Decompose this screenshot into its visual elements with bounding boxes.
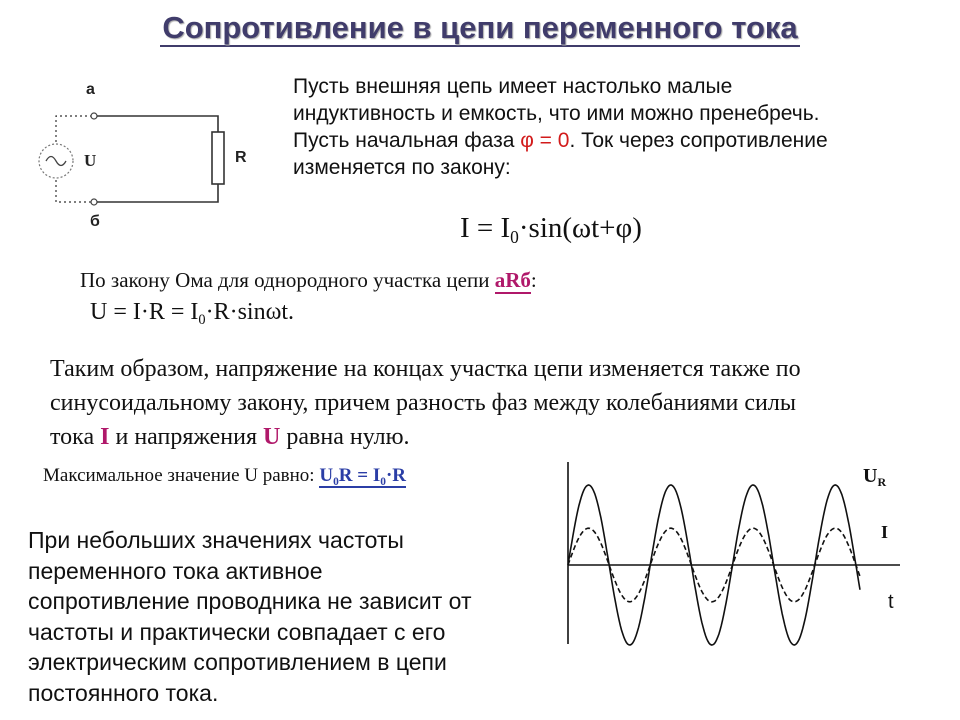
conclusion-paragraph bbox=[50, 352, 910, 454]
voltage-formula: $U = I\cdot R = I_0\cdot R\cdot\sin\omega t$. bbox=[90, 299, 295, 329]
ohm-law-text: По закону Ома для однородного участка цепи aRб: bbox=[80, 268, 537, 292]
terminal-a bbox=[91, 113, 97, 119]
label-u: U bbox=[84, 151, 97, 170]
wire-top bbox=[97, 116, 218, 132]
label-b: б bbox=[90, 213, 100, 230]
resistor bbox=[212, 132, 224, 184]
waveform-graph bbox=[560, 458, 920, 648]
intro-line: индуктивность и емкость, что ими можно пренебречь. bbox=[293, 102, 820, 125]
note-line: постоянного тока. bbox=[28, 679, 219, 706]
page-title: Сопротивление в цепи переменного тока bbox=[162, 10, 798, 45]
label-r: R bbox=[235, 149, 247, 166]
label-t: t bbox=[888, 591, 894, 613]
segment-link: aRб bbox=[494, 268, 531, 292]
label-a: а bbox=[86, 81, 95, 98]
label-ur: $U_R$ bbox=[863, 465, 887, 489]
max-value-formula: $U_0R = I_0\cdot R$ bbox=[319, 465, 406, 488]
intro-paragraph bbox=[293, 73, 933, 181]
lead-bottom bbox=[56, 180, 92, 202]
max-value-line: Максимальное значение U равно: $U_0R = I_0\cdot R$ bbox=[43, 465, 406, 488]
intro-line: изменяется по закону: bbox=[293, 156, 511, 179]
circuit-diagram bbox=[20, 74, 270, 234]
conclusion-line: Таким образом, напряжение на концах участка цепи изменяется также по bbox=[50, 356, 801, 382]
intro-line: Пусть начальная фаза φ = 0. Ток через сопротивление bbox=[293, 129, 828, 152]
note-line: частоты и практически совпадает с его bbox=[28, 618, 446, 645]
phase-value: φ = 0 bbox=[520, 129, 570, 152]
conclusion-line: синусоидальному закону, причем разность фаз между колебаниями силы bbox=[50, 390, 796, 416]
symbol-u: U bbox=[263, 424, 281, 450]
current-formula: $I = I_0\cdot\sin(\omega t+\varphi)$ bbox=[460, 212, 642, 248]
note-paragraph bbox=[28, 525, 558, 708]
note-line: электрическим сопротивлением в цепи bbox=[28, 649, 447, 675]
note-line: сопротивление проводника не зависит от bbox=[28, 588, 472, 614]
lead-top bbox=[56, 116, 92, 142]
note-line: При небольших значениях частоты bbox=[28, 527, 404, 553]
note-line: переменного тока активное bbox=[28, 557, 323, 584]
symbol-i: I bbox=[100, 424, 110, 450]
terminal-b bbox=[91, 199, 97, 205]
conclusion-line: тока I и напряжения U равна нулю. bbox=[50, 424, 410, 450]
intro-line: Пусть внешняя цепь имеет настолько малые bbox=[293, 75, 733, 98]
wire-bottom bbox=[97, 184, 218, 202]
label-i: I bbox=[881, 522, 889, 542]
